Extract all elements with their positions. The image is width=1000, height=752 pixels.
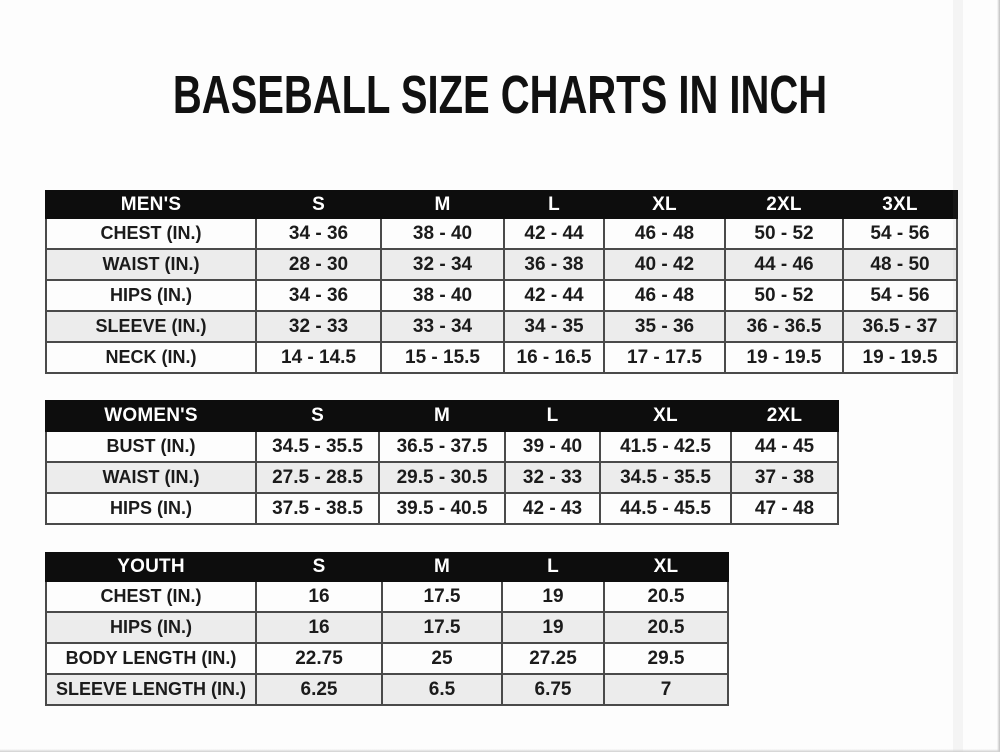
mens-row-label: CHEST (IN.) bbox=[46, 218, 256, 249]
youth-table-row bbox=[46, 581, 728, 612]
youth-size-column-header: XL bbox=[604, 553, 728, 581]
youth-table-row bbox=[46, 643, 728, 674]
mens-value-cell: 34 - 35 bbox=[504, 311, 604, 342]
mens-row-label: NECK (IN.) bbox=[46, 342, 256, 373]
mens-value-cell: 14 - 14.5 bbox=[256, 342, 381, 373]
youth-table-row bbox=[46, 674, 728, 705]
mens-value-cell: 40 - 42 bbox=[604, 249, 725, 280]
mens-value-cell: 46 - 48 bbox=[604, 218, 725, 249]
youth-size-column-header: L bbox=[502, 553, 604, 581]
mens-value-cell: 34 - 36 bbox=[256, 280, 381, 311]
womens-value-cell: 44.5 - 45.5 bbox=[600, 493, 731, 524]
womens-row-label: HIPS (IN.) bbox=[46, 493, 256, 524]
womens-value-cell: 47 - 48 bbox=[731, 493, 838, 524]
youth-row-label: SLEEVE LENGTH (IN.) bbox=[46, 674, 256, 705]
womens-size-column-header: 2XL bbox=[731, 401, 838, 431]
youth-value-cell: 7 bbox=[604, 674, 728, 705]
womens-value-cell: 44 - 45 bbox=[731, 431, 838, 462]
mens-value-cell: 33 - 34 bbox=[381, 311, 504, 342]
mens-value-cell: 46 - 48 bbox=[604, 280, 725, 311]
mens-size-column-header: XL bbox=[604, 191, 725, 218]
youth-value-cell: 17.5 bbox=[382, 612, 502, 643]
youth-size-table bbox=[45, 552, 729, 706]
youth-value-cell: 22.75 bbox=[256, 643, 382, 674]
mens-table-row bbox=[46, 311, 957, 342]
youth-value-cell: 19 bbox=[502, 581, 604, 612]
youth-size-column-header: M bbox=[382, 553, 502, 581]
mens-value-cell: 54 - 56 bbox=[843, 218, 957, 249]
mens-value-cell: 34 - 36 bbox=[256, 218, 381, 249]
womens-value-cell: 37 - 38 bbox=[731, 462, 838, 493]
womens-value-cell: 32 - 33 bbox=[505, 462, 600, 493]
youth-value-cell: 17.5 bbox=[382, 581, 502, 612]
womens-value-cell: 29.5 - 30.5 bbox=[379, 462, 505, 493]
mens-table-row bbox=[46, 218, 957, 249]
womens-table-row bbox=[46, 462, 838, 493]
mens-table-row bbox=[46, 280, 957, 311]
mens-value-cell: 38 - 40 bbox=[381, 218, 504, 249]
mens-value-cell: 50 - 52 bbox=[725, 218, 843, 249]
womens-value-cell: 27.5 - 28.5 bbox=[256, 462, 379, 493]
womens-value-cell: 42 - 43 bbox=[505, 493, 600, 524]
mens-size-column-header: M bbox=[381, 191, 504, 218]
mens-table-title: MEN'S bbox=[46, 191, 256, 218]
mens-header-row bbox=[46, 191, 957, 218]
mens-value-cell: 36.5 - 37 bbox=[843, 311, 957, 342]
mens-size-column-header: S bbox=[256, 191, 381, 218]
youth-value-cell: 25 bbox=[382, 643, 502, 674]
mens-table-row bbox=[46, 342, 957, 373]
youth-value-cell: 6.75 bbox=[502, 674, 604, 705]
youth-value-cell: 16 bbox=[256, 612, 382, 643]
youth-row-label: HIPS (IN.) bbox=[46, 612, 256, 643]
mens-value-cell: 44 - 46 bbox=[725, 249, 843, 280]
mens-value-cell: 28 - 30 bbox=[256, 249, 381, 280]
mens-size-table bbox=[45, 190, 958, 374]
youth-table-row bbox=[46, 612, 728, 643]
womens-value-cell: 34.5 - 35.5 bbox=[256, 431, 379, 462]
youth-value-cell: 19 bbox=[502, 612, 604, 643]
womens-value-cell: 34.5 - 35.5 bbox=[600, 462, 731, 493]
womens-size-column-header: XL bbox=[600, 401, 731, 431]
womens-size-table bbox=[45, 400, 839, 525]
mens-value-cell: 17 - 17.5 bbox=[604, 342, 725, 373]
youth-value-cell: 20.5 bbox=[604, 581, 728, 612]
mens-value-cell: 50 - 52 bbox=[725, 280, 843, 311]
youth-row-label: CHEST (IN.) bbox=[46, 581, 256, 612]
womens-value-cell: 41.5 - 42.5 bbox=[600, 431, 731, 462]
scan-artifact-streak bbox=[953, 0, 963, 752]
mens-row-label: SLEEVE (IN.) bbox=[46, 311, 256, 342]
youth-size-column-header: S bbox=[256, 553, 382, 581]
mens-value-cell: 16 - 16.5 bbox=[504, 342, 604, 373]
mens-value-cell: 42 - 44 bbox=[504, 280, 604, 311]
womens-value-cell: 39.5 - 40.5 bbox=[379, 493, 505, 524]
womens-table-row bbox=[46, 431, 838, 462]
womens-size-column-header: S bbox=[256, 401, 379, 431]
womens-row-label: WAIST (IN.) bbox=[46, 462, 256, 493]
mens-value-cell: 48 - 50 bbox=[843, 249, 957, 280]
youth-value-cell: 27.25 bbox=[502, 643, 604, 674]
mens-value-cell: 15 - 15.5 bbox=[381, 342, 504, 373]
womens-size-column-header: M bbox=[379, 401, 505, 431]
mens-value-cell: 54 - 56 bbox=[843, 280, 957, 311]
youth-header-row bbox=[46, 553, 728, 581]
youth-row-label: BODY LENGTH (IN.) bbox=[46, 643, 256, 674]
youth-table-title: YOUTH bbox=[46, 553, 256, 581]
mens-value-cell: 42 - 44 bbox=[504, 218, 604, 249]
mens-value-cell: 38 - 40 bbox=[381, 280, 504, 311]
youth-value-cell: 29.5 bbox=[604, 643, 728, 674]
page-title: BASEBALL SIZE CHARTS IN INCH bbox=[172, 65, 828, 125]
womens-value-cell: 36.5 - 37.5 bbox=[379, 431, 505, 462]
mens-value-cell: 35 - 36 bbox=[604, 311, 725, 342]
mens-value-cell: 19 - 19.5 bbox=[725, 342, 843, 373]
mens-size-column-header: L bbox=[504, 191, 604, 218]
mens-value-cell: 19 - 19.5 bbox=[843, 342, 957, 373]
womens-value-cell: 37.5 - 38.5 bbox=[256, 493, 379, 524]
youth-value-cell: 6.25 bbox=[256, 674, 382, 705]
youth-value-cell: 16 bbox=[256, 581, 382, 612]
mens-value-cell: 36 - 38 bbox=[504, 249, 604, 280]
mens-value-cell: 32 - 34 bbox=[381, 249, 504, 280]
mens-table-row bbox=[46, 249, 957, 280]
womens-value-cell: 39 - 40 bbox=[505, 431, 600, 462]
womens-size-column-header: L bbox=[505, 401, 600, 431]
mens-size-column-header: 2XL bbox=[725, 191, 843, 218]
youth-value-cell: 6.5 bbox=[382, 674, 502, 705]
womens-table-title: WOMEN'S bbox=[46, 401, 256, 431]
womens-header-row bbox=[46, 401, 838, 431]
youth-value-cell: 20.5 bbox=[604, 612, 728, 643]
mens-size-column-header: 3XL bbox=[843, 191, 957, 218]
womens-table-row bbox=[46, 493, 838, 524]
mens-row-label: WAIST (IN.) bbox=[46, 249, 256, 280]
womens-row-label: BUST (IN.) bbox=[46, 431, 256, 462]
mens-value-cell: 32 - 33 bbox=[256, 311, 381, 342]
mens-value-cell: 36 - 36.5 bbox=[725, 311, 843, 342]
mens-row-label: HIPS (IN.) bbox=[46, 280, 256, 311]
